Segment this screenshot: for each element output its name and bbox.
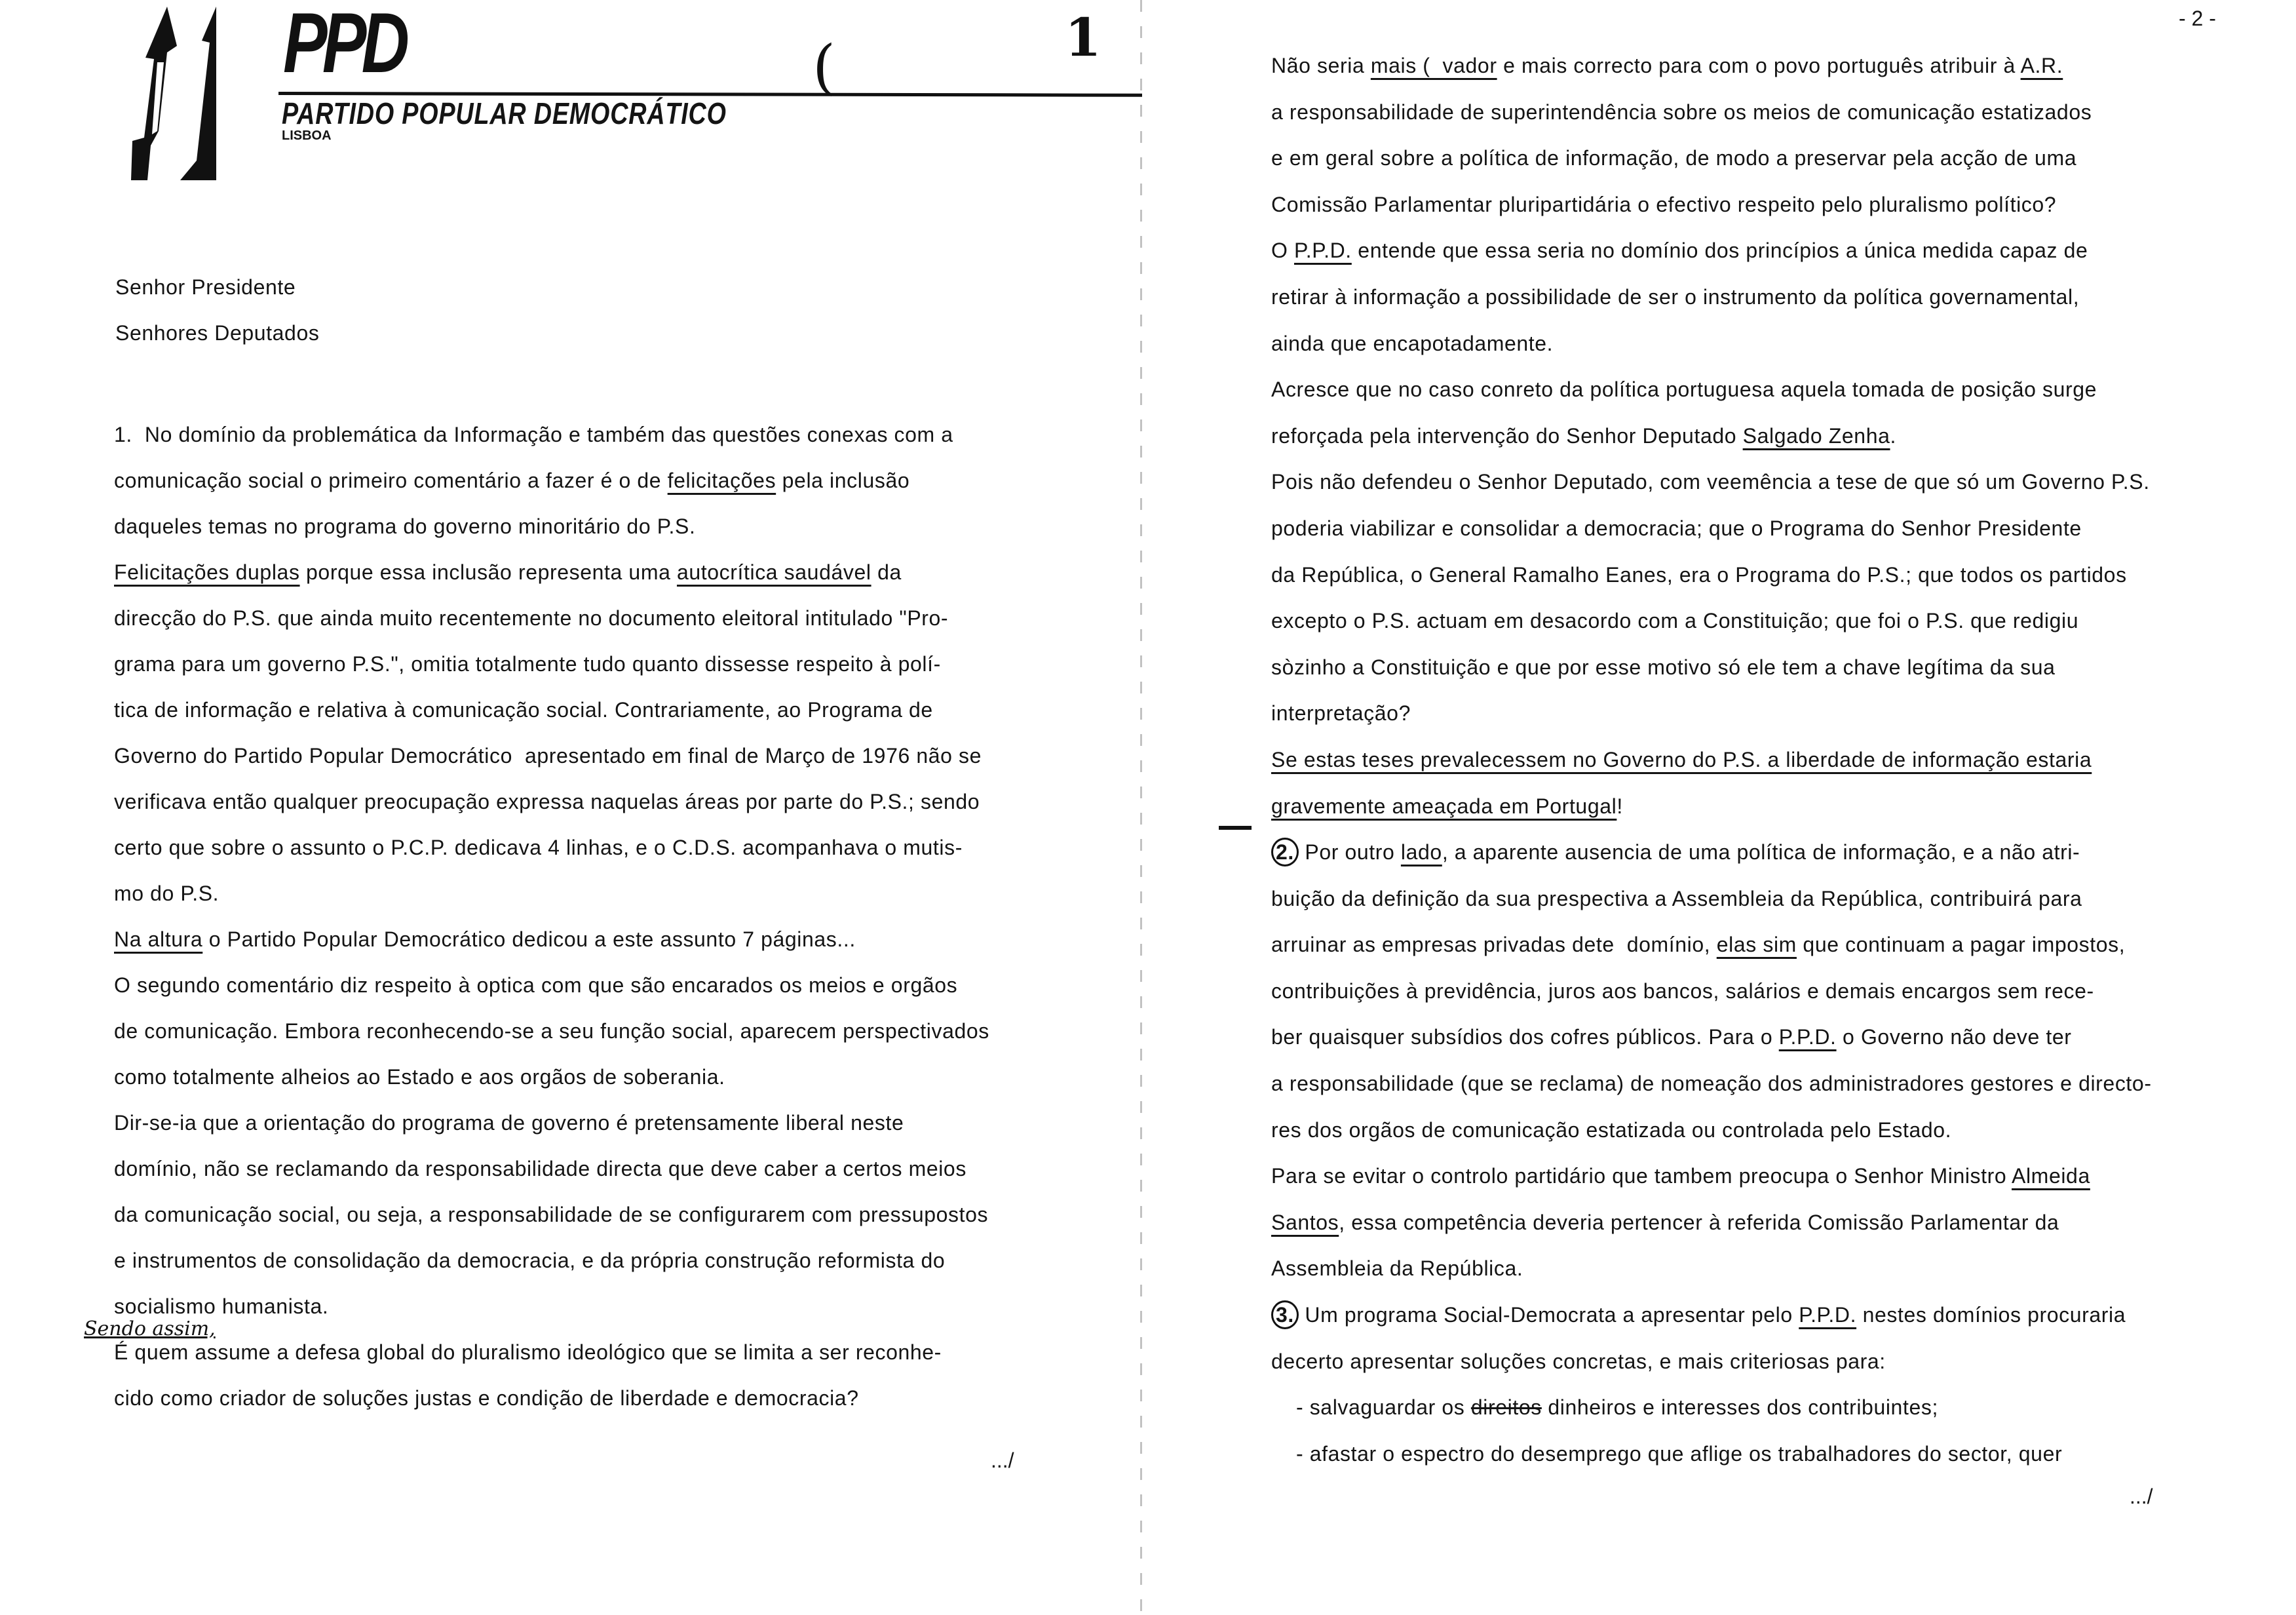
text-line — [1271, 1153, 2152, 1199]
text-segment: como totalmente alheios ao Estado e aos orgãos de soberania. — [114, 1065, 725, 1089]
text-segment: reforçada pela intervenção do Senhor Deputado — [1271, 423, 1743, 448]
text-line — [1271, 505, 2152, 552]
text-segment: certo que sobre o assunto o P.C.P. dedicava 4 linhas, e o C.D.S. acompanhava o mutis- — [114, 836, 963, 859]
letterhead-city: LISBOA — [282, 128, 332, 143]
text-line — [114, 962, 989, 1008]
text-segment: interpretação? — [1271, 701, 1411, 726]
underlined-text: elas sim — [1716, 933, 1797, 957]
text-line — [114, 1237, 989, 1283]
text-segment: comunicação social o primeiro comentário a fazer é o de — [114, 469, 668, 492]
text-segment: o Governo não deve ter — [1836, 1025, 2072, 1049]
text-segment: que continuam a pagar impostos, — [1796, 933, 2126, 957]
text-segment: socialismo humanista. — [114, 1294, 329, 1318]
underlined-text: Santos — [1271, 1210, 1339, 1234]
left-body-text — [114, 412, 989, 1421]
text-segment: 1. No domínio da problemática da Informação e também das questões conexas com a — [114, 423, 953, 446]
text-segment: poderia viabilizar e consolidar a democracia; que o Programa do Senhor Presidente — [1271, 516, 2082, 540]
text-segment: o Partido Popular Democrático dedicou a este assunto 7 páginas... — [202, 927, 856, 951]
text-line — [114, 1375, 989, 1421]
text-line — [114, 595, 989, 641]
text-segment: - afastar o espectro do desemprego que aflige os trabalhadores do sector, quer — [1271, 1441, 2063, 1466]
logo-wordmark: PPD — [283, 0, 405, 90]
text-line — [1271, 182, 2152, 228]
text-line — [1271, 552, 2152, 598]
text-line — [114, 503, 989, 549]
text-line — [1271, 968, 2152, 1015]
text-segment: O — [1271, 239, 1294, 263]
text-segment: dinheiros e interesses dos contribuintes; — [1541, 1395, 1938, 1420]
text-line — [1271, 274, 2152, 321]
struck-text: direitos — [1470, 1395, 1542, 1420]
text-line — [1271, 1245, 2152, 1292]
text-line — [114, 549, 989, 595]
text-segment: buição da definição da sua prespectiva a Assembleia da República, contribuirá para — [1271, 886, 2082, 910]
text-line — [114, 1146, 989, 1192]
underlined-text: mais ( vador — [1370, 54, 1497, 77]
right-body-text — [1271, 43, 2152, 1477]
text-line — [114, 1192, 989, 1237]
text-segment: sòzinho a Constituição e que por esse motivo só ele tem a chave legítima da sua — [1271, 655, 2056, 679]
text-line — [114, 1329, 989, 1375]
underlined-text: P.P.D. — [1799, 1303, 1857, 1327]
text-line — [114, 825, 989, 870]
text-segment: entende que essa seria no domínio dos princípios a única medida capaz de — [1351, 239, 2088, 263]
text-line — [1271, 227, 2152, 274]
handwritten-bracket: ( — [813, 33, 836, 102]
handwritten-note: Sendo assim, — [84, 1317, 216, 1340]
text-line — [1271, 1431, 2152, 1477]
salutation-deputies: Senhores Deputados — [115, 321, 320, 345]
text-line — [1271, 644, 2152, 691]
text-line — [1271, 1199, 2152, 1246]
underlined-text: Na altura — [114, 927, 203, 951]
text-segment: res dos orgãos de comunicação estatizada ou controlada pelo Estado. — [1271, 1118, 1952, 1142]
text-line — [114, 1283, 989, 1329]
text-segment: da República, o General Ramalho Eanes, era o Programa do P.S.; que todos os partidos — [1271, 562, 2127, 587]
text-segment: ainda que encapotadamente. — [1271, 331, 1554, 355]
text-line — [114, 779, 989, 825]
text-segment: Comissão Parlamentar pluripartidária o efectivo respeito pelo pluralismo político? — [1271, 192, 2057, 216]
text-segment: Acresce que no caso conreto da política portuguesa aquela tomada de posição surge — [1271, 378, 2097, 402]
text-segment: a responsabilidade (que se reclama) de nomeação dos administradores gestores e directo- — [1271, 1072, 2152, 1096]
underlined-text: Felicitações duplas — [114, 560, 300, 584]
text-line — [114, 412, 989, 457]
letter-page-2 — [1143, 0, 2296, 1615]
letter-page-1 — [0, 0, 1143, 1615]
text-line — [1271, 321, 2152, 367]
text-line — [1271, 876, 2152, 922]
text-segment: Pois não defendeu o Senhor Deputado, com veemência a tese de que só um Governo P.S. — [1271, 470, 2150, 494]
text-segment: de comunicação. Embora reconhecendo-se a seu função social, aparecem perspectivados — [114, 1019, 989, 1043]
text-line — [1271, 43, 2152, 89]
underlined-text: Salgado Zenha — [1742, 423, 1890, 448]
text-segment: a responsabilidade de superintendência sobre os meios de comunicação estatizados — [1271, 100, 2092, 124]
underlined-text: lado — [1400, 840, 1442, 865]
text-line — [1271, 598, 2152, 644]
text-segment: e mais correcto para com o povo português atribuir à — [1497, 54, 2021, 77]
text-line — [114, 870, 989, 916]
text-line — [114, 733, 989, 779]
circled-section-number: 2. — [1271, 838, 1299, 866]
party-name: PARTIDO POPULAR DEMOCRÁTICO — [282, 96, 727, 130]
text-segment: Não seria — [1271, 54, 1371, 77]
text-line — [1271, 413, 2152, 459]
text-segment: Assembleia da República. — [1271, 1256, 1523, 1281]
margin-dash-mark — [1219, 826, 1252, 830]
text-line — [1271, 1338, 2152, 1385]
text-line — [1271, 829, 2152, 876]
text-line — [1271, 690, 2152, 737]
page-number: - 2 - — [2179, 7, 2216, 30]
text-segment: daqueles temas no programa do governo minoritário do P.S. — [114, 515, 696, 538]
text-line — [1271, 1384, 2152, 1431]
text-segment: direcção do P.S. que ainda muito recentemente no documento eleitoral intitulado "Pro- — [114, 606, 949, 630]
text-segment: . — [1890, 423, 1897, 448]
continuation-mark: .../ — [991, 1449, 1014, 1472]
text-segment: contribuições à previdência, juros aos bancos, salários e demais encargos sem rece- — [1271, 979, 2094, 1003]
text-segment: retirar à informação a possibilidade de ser o instrumento da política governamental, — [1271, 284, 2080, 309]
underlined-text: autocrítica saudável — [676, 560, 871, 584]
underlined-text: P.P.D. — [1293, 239, 1352, 263]
text-segment: nestes domínios procuraria — [1856, 1303, 2126, 1327]
circled-section-number: 3. — [1271, 1300, 1299, 1329]
continuation-mark: .../ — [2130, 1485, 2153, 1508]
text-line — [1271, 459, 2152, 505]
text-segment: Para se evitar o controlo partidário que tambem preocupa o Senhor Ministro — [1271, 1164, 2012, 1188]
text-line — [1271, 366, 2152, 413]
text-line — [114, 1100, 989, 1146]
text-line — [1271, 135, 2152, 182]
underlined-text: Se estas teses prevalecessem no Governo do P.S. a liberdade de informação estaria — [1271, 747, 2092, 771]
text-segment: da — [871, 560, 902, 584]
text-line — [1271, 922, 2152, 968]
text-segment: ber quaisquer subsídios dos cofres públicos. Para o — [1271, 1025, 1779, 1049]
text-segment: excepto o P.S. actuam em desacordo com a Constituição; que foi o P.S. que redigiu — [1271, 609, 2079, 633]
underlined-text: felicitações — [667, 469, 776, 492]
text-line — [1271, 1014, 2152, 1060]
text-line — [114, 641, 989, 687]
text-segment: tica de informação e relativa à comunicação social. Contrariamente, ao Programa de — [114, 698, 933, 722]
text-segment: pela inclusão — [776, 469, 910, 492]
text-segment: cido como criador de soluções justas e condição de liberdade e democracia? — [114, 1386, 859, 1410]
text-segment: Dir-se-ia que a orientação do programa de governo é pretensamente liberal neste — [114, 1111, 904, 1135]
text-segment: verificava então qualquer preocupação expressa naquelas áreas por parte do P.S.; sendo — [114, 790, 980, 813]
salutation-president: Senhor Presidente — [115, 275, 296, 299]
handwritten-page-number: 1 — [1065, 7, 1101, 68]
text-segment: domínio, não se reclamando da responsabilidade directa que deve caber a certos meios — [114, 1157, 966, 1180]
text-segment: e em geral sobre a política de informação, de modo a preservar pela acção de uma — [1271, 146, 2077, 170]
text-segment: grama para um governo P.S.", omitia totalmente tudo quanto dissesse respeito à polí- — [114, 652, 941, 676]
underlined-text: P.P.D. — [1778, 1025, 1837, 1049]
text-line — [1271, 1060, 2152, 1107]
text-segment: - salvaguardar os — [1271, 1395, 1471, 1420]
text-segment: Por outro — [1298, 840, 1401, 865]
ppd-arrow-logo — [118, 7, 282, 180]
underlined-text: A.R. — [2020, 54, 2063, 77]
text-segment: da comunicação social, ou seja, a responsabilidade de se configurarem com pressupostos — [114, 1203, 989, 1226]
text-segment: Um programa Social-Democrata a apresentar pelo — [1298, 1303, 1799, 1327]
underlined-text: gravemente ameaçada em Portugal — [1271, 794, 1617, 818]
text-segment: , a aparente ausencia de uma política de informação, e a não atri- — [1442, 840, 2080, 865]
text-segment: O segundo comentário diz respeito à optica com que são encarados os meios e orgãos — [114, 973, 958, 997]
text-line — [1271, 1292, 2152, 1338]
text-segment: decerto apresentar soluções concretas, e mais criteriosas para: — [1271, 1349, 1886, 1373]
text-line — [1271, 737, 2152, 783]
text-segment: porque essa inclusão representa uma — [299, 560, 677, 584]
text-segment: mo do P.S. — [114, 882, 220, 905]
text-segment: , essa competência deveria pertencer à referida Comissão Parlamentar da — [1339, 1210, 2059, 1234]
text-segment: ! — [1617, 794, 1623, 818]
text-line — [114, 457, 989, 503]
text-segment: É quem assume a defesa global do pluralismo ideológico que se limita a ser reconhe- — [114, 1340, 942, 1364]
text-line — [1271, 783, 2152, 830]
underlined-text: Almeida — [2012, 1164, 2090, 1188]
text-segment: arruinar as empresas privadas dete domínio, — [1271, 933, 1717, 957]
text-segment: Governo do Partido Popular Democrático apresentado em final de Março de 1976 não se — [114, 744, 982, 768]
text-line — [114, 916, 989, 962]
text-line — [114, 1054, 989, 1100]
text-line — [1271, 89, 2152, 136]
text-segment: e instrumentos de consolidação da democracia, e da própria construção reformista do — [114, 1249, 946, 1272]
text-line — [114, 1008, 989, 1054]
page-fold — [1140, 0, 1142, 1615]
text-line — [114, 687, 989, 733]
text-line — [1271, 1107, 2152, 1154]
